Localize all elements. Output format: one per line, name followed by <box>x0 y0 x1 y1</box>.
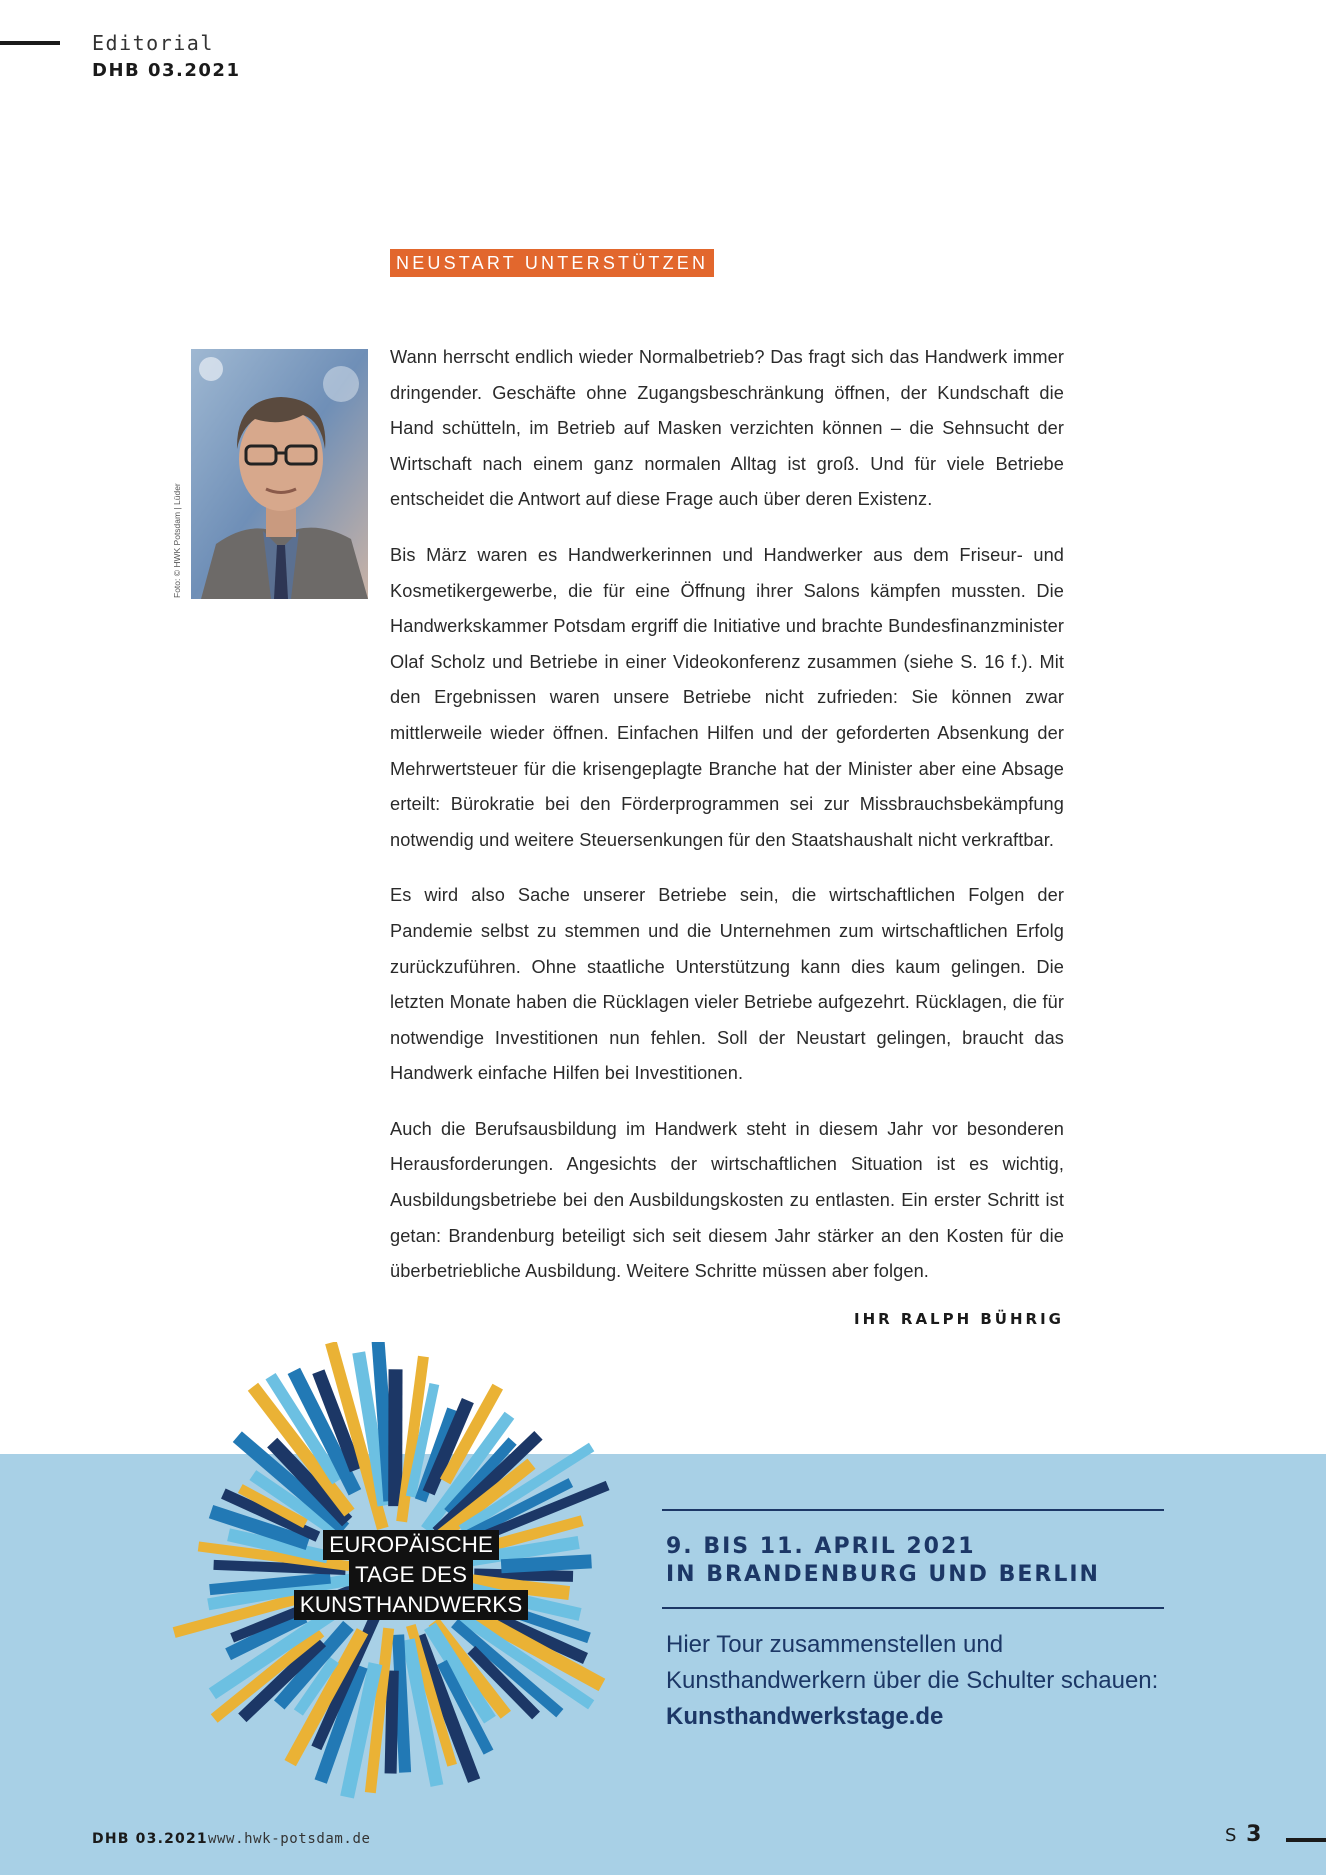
event-date <box>666 1533 1164 1589</box>
footer-rule <box>1286 1838 1326 1842</box>
event-date-line-1: 9. BIS 11. APRIL 2021 <box>666 1534 976 1559</box>
info-rule-bottom <box>662 1607 1164 1609</box>
event-logo <box>282 1530 540 1630</box>
logo-line-2: TAGE DES <box>349 1560 473 1590</box>
logo-line-1: EUROPÄISCHE <box>323 1530 499 1560</box>
editorial-body <box>390 340 1064 1310</box>
paragraph-1: Wann herrscht endlich wieder Normalbetrieb? Das fragt sich das Handwerk immer dringender. Geschäfte ohne Zugangsbeschränkung öffnen, der Kundschaft die Hand schütteln, im Betrieb auf Masken verzichten können – die Sehnsucht der Wirtschaft nach einem ganz normalen Alltag ist groß. Und für viele Betriebe entscheidet die Antwort auf diese Frage auch über deren Existenz. <box>390 347 1064 510</box>
event-website-link[interactable]: Kunsthandwerkstage.de <box>666 1703 944 1730</box>
paragraph-2: Bis März waren es Handwerkerinnen und Handwerker aus dem Friseur- und Kosmetikergewerbe, die für eine Öffnung ihrer Salons kämpfen mussten. Die Handwerkskammer Potsdam ergriff die Initiative und brachte Bundesfinanzminister Olaf Scholz und Betriebe in einer Videokonferenz zusammen (siehe S. 16 f.). Mit den Ergebnissen waren unsere Betriebe nicht zufrieden: Sie können zwar mittlerweile wieder öffnen. Einfachen Hilfen und der geforderten Absenkung der Mehrwertsteuer für die krisengeplagte Branche hat der Minister aber eine Absage erteilt: Bürokratie bei den Förderprogrammen sei zur Missbrauchsbekämpfung notwendig und weitere Steuersenkungen für den Staatshaushalt nicht verkraftbar. <box>390 544 1064 850</box>
page-number <box>1225 1822 1263 1847</box>
page-number-value: 3 <box>1246 1822 1264 1847</box>
header-rule <box>0 41 60 45</box>
issue-label: DHB 03.2021 <box>92 60 241 81</box>
footer-url[interactable]: www.hwk-potsdam.de <box>208 1831 371 1847</box>
logo-line-3: KUNSTHANDWERKS <box>294 1590 529 1620</box>
burst-ray <box>391 1671 393 1774</box>
section-label: Editorial <box>92 31 214 55</box>
info-rule-top <box>662 1509 1164 1511</box>
photo-credit: Foto: © HWK Potsdam | Lüder <box>172 483 182 598</box>
event-text-line-1: Hier Tour zusammenstellen und <box>666 1631 1004 1658</box>
paragraph-4: Auch die Berufsausbildung im Handwerk steht in diesem Jahr vor besonderen Herausforderungen. Angesichts der wirtschaftlichen Situation ist es wichtig, Ausbildungsbetriebe bei den Ausbildungskosten zu entlasten. Ein erster Schritt ist getan: Brandenburg beteiligt sich seit diesem Jahr stärker an den Kosten für die überbetriebliche Ausbildung. Weitere Schritte müssen aber folgen. <box>390 1118 1064 1282</box>
event-date-line-2: IN BRANDENBURG UND BERLIN <box>666 1562 1100 1587</box>
article-kicker: NEUSTART UNTERSTÜTZEN <box>390 249 714 277</box>
burst-ray <box>398 1635 405 1773</box>
page-prefix: S <box>1225 1825 1239 1846</box>
event-text-line-2: Kunsthandwerkern über die Schulter schauen: <box>666 1667 1159 1694</box>
event-description <box>662 1627 1164 1735</box>
author-signature: IHR RALPH BÜHRIG <box>853 1310 1064 1328</box>
paragraph-3: Es wird also Sache unserer Betriebe sein, die wirtschaftlichen Folgen der Pandemie selbst zu stemmen und die Unternehmen zum wirtschaftlichen Erfolg zurückzuführen. Ohne staatliche Unterstützung kann dies kaum gelingen. Die letzten Monate haben die Rücklagen vieler Betriebe aufgezehrt. Rücklagen, die für notwendige Investitionen nun fehlen. Soll der Neustart gelingen, braucht das Handwerk einfache Hilfen bei Investitionen. <box>390 885 1064 1084</box>
footer-issue: DHB 03.2021 <box>92 1831 208 1847</box>
event-info <box>662 1509 1164 1735</box>
author-portrait <box>191 349 368 599</box>
portrait-illustration <box>191 349 368 599</box>
